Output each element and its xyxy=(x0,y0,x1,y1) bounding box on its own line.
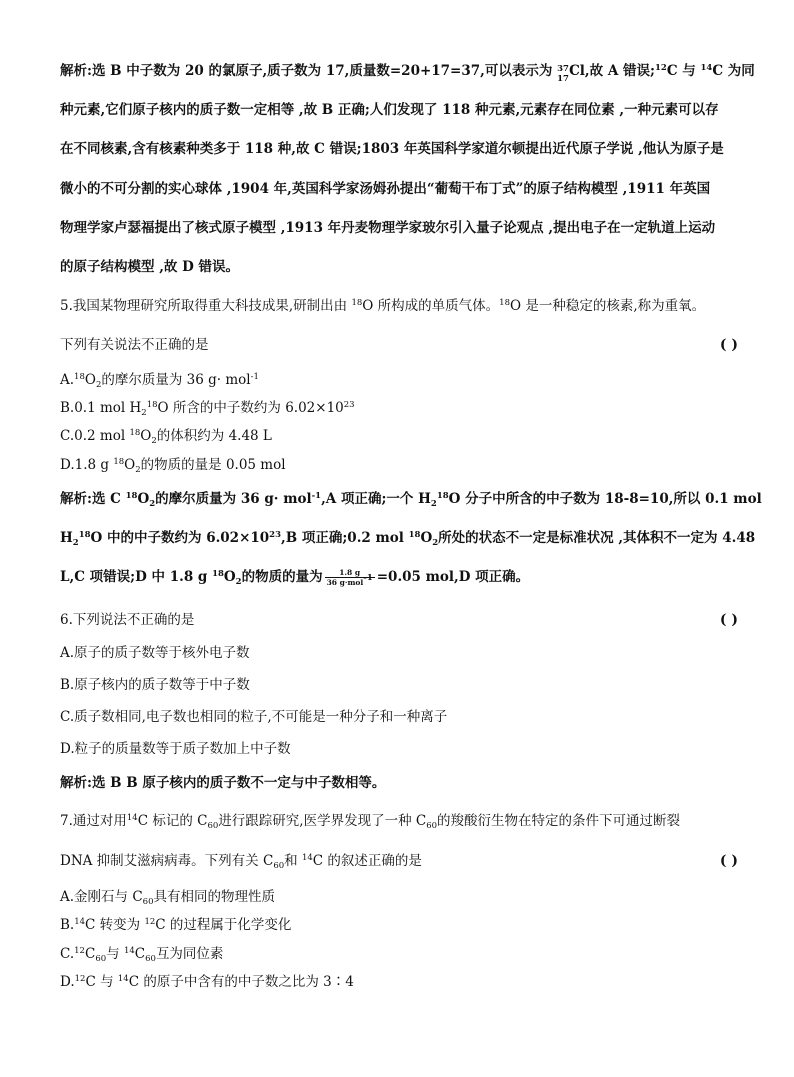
option-7a[interactable]: A.金刚石与 $C_{60}$具有相同的物理性质 xyxy=(60,889,275,907)
analysis-4-line-5: 物理学家卢瑟福提出了核式原子模型 ,1913 年丹麦物理学家玻尔引入量子论观点 ,提出电子在一定轨道上运动 xyxy=(60,220,716,236)
option-5a[interactable]: $A.^{18}O_2$的摩尔质量为 36 g· mol$^{-1}$ xyxy=(60,372,259,390)
option-7d[interactable]: D.$^{12}$C 与 $^{14}$C 的原子中含有的中子数之比为 3∶4 xyxy=(60,974,354,990)
option-5d[interactable]: D.1.8 g $^{18}O_2$的物质的量是 0.05 mol xyxy=(60,457,286,475)
analysis-6: 解析:选 B B 原子核内的质子数不一定与中子数相等。 xyxy=(60,775,386,791)
answer-bracket-5: ( ) xyxy=(719,337,738,353)
option-7b[interactable]: B.$^{14}$C 转变为 $^{12}$C 的过程属于化学变化 xyxy=(60,917,292,933)
question-6-stem: 6.下列说法不正确的是 xyxy=(60,612,195,628)
analysis-4-line-3: 在不同核素,含有核素种类多于 118 种,故 C 错误;1803 年英国科学家道尔顿提出近代原子学说 ,他认为原子是 xyxy=(60,141,724,157)
question-7-stem-2: DNA 抑制艾滋病病毒。下列有关 $C_{60}$和 $^{14}$C 的叙述正确的是 xyxy=(60,853,422,871)
analysis-5-line-2: $H_2^{18}O$ 中的中子数约为 $6.02\times 10^{23},B$ 项正确;0.2 mol $^{18}O_2$所处的状态不一定是标准状况 ,其体积不一定为 4.48 xyxy=(60,530,756,548)
analysis-4-line-6: 的原子结构模型 ,故 D 错误。 xyxy=(60,259,240,275)
option-5c[interactable]: C.0.2 mol $^{18}O_2$的体积约为 4.48 L xyxy=(60,428,272,446)
analysis-4-line-2: 种元素,它们原子核内的质子数一定相等 ,故 B 正确;人们发现了 118 种元素,元素存在同位素 ,一种元素可以存 xyxy=(60,102,719,118)
option-6c[interactable]: C.质子数相同,电子数也相同的粒子,不可能是一种分子和一种离子 xyxy=(60,709,448,725)
answer-bracket-6: ( ) xyxy=(719,612,738,628)
option-6b[interactable]: B.原子核内的质子数等于中子数 xyxy=(60,677,250,693)
question-7-stem-1: 7.通过对用$^{14}$C 标记的 $C_{60}$进行跟踪研究,医学界发现了一种 $C_{60}$的羧酸衍生物在特定的条件下可通过断裂 xyxy=(60,813,681,831)
option-7c[interactable]: $C.^{12}C_{60}$与 $^{14}C_{60}$互为同位素 xyxy=(60,946,224,964)
analysis-5-line-3: L,C 项错误;D 中 1.8 g $^{18}O_2$的物质的量为 $\frac{1.8 g}{36 g\cdot mol^{-1}}$ =0.05 mol,D 项正确。 xyxy=(60,568,530,587)
question-5-stem-1: 5.我国某物理研究所取得重大科技成果,研制出由 $^{18}$O 所构成的单质气体。$^{18}$O 是一种稳定的核素,称为重氧。 xyxy=(60,298,706,314)
analysis-4-line-1: 解析:选 B 中子数为 20 的氯原子,质子数为 17,质量数=20+17=37,可以表示为 37 17 Cl,故 A 错误;$^{12}$C 与 $^{14}$C 为同 xyxy=(60,63,755,84)
fraction: $\frac{1.8 g}{36 g\cdot mol^{-1}}$ xyxy=(326,568,373,587)
question-5-stem-2: 下列有关说法不正确的是 xyxy=(60,337,209,353)
option-5b[interactable]: B.0.1 mol $H_2^{18}O$ 所含的中子数约为 $6.02\times 10^{23}$ xyxy=(60,400,355,418)
option-6d[interactable]: D.粒子的质量数等于质子数加上中子数 xyxy=(60,741,291,757)
option-6a[interactable]: A.原子的质子数等于核外电子数 xyxy=(60,645,250,661)
analysis-5-line-1: 解析:选 C $^{18}O_2$的摩尔质量为 36 g· mol$^{-1}$,A 项正确;一个 $H_2^{18}O$ 分子中所含的中子数为 18-8=10,所以 0.1 mol xyxy=(60,491,762,509)
answer-bracket-7: ( ) xyxy=(719,853,738,869)
nuclide-cl37: 37 17 xyxy=(557,64,569,84)
analysis-4-line-4: 微小的不可分割的实心球体 ,1904 年,英国科学家汤姆孙提出“葡萄干布丁式”的原子结构模型 ,1911 年英国 xyxy=(60,181,711,197)
